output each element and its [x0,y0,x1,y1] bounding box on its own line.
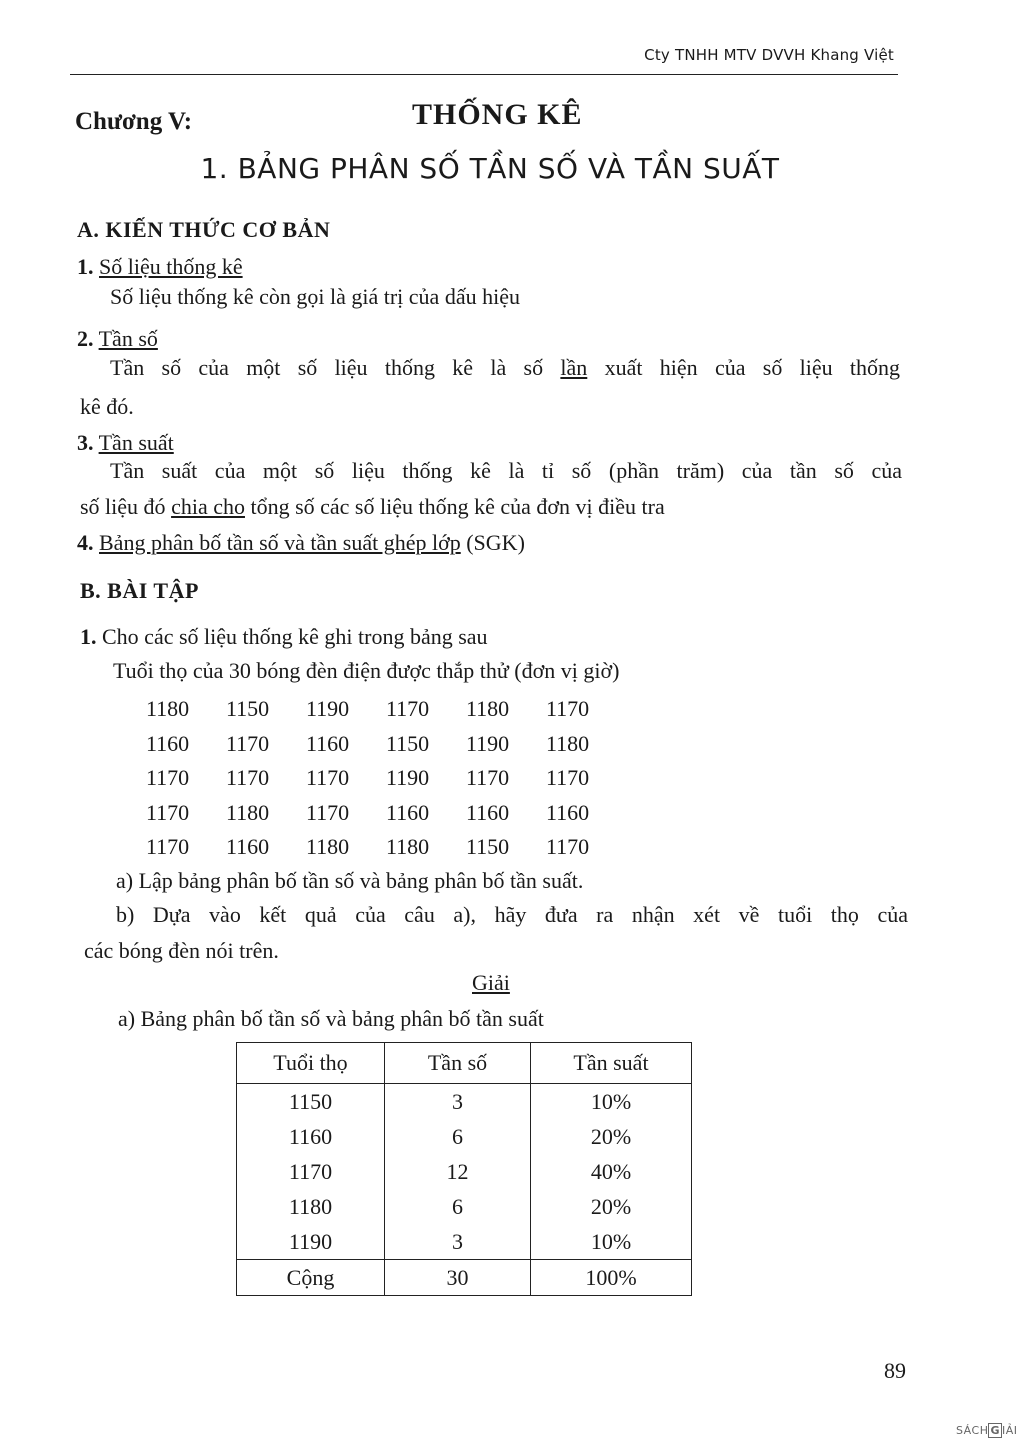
table-row [237,1224,692,1260]
section-b-heading: B. BÀI TẬP [80,578,199,603]
cell-relative-frequency: 10% [531,1084,692,1120]
solution-a: a) Bảng phân bố tần số và bảng phân bố tần suất [118,1006,544,1031]
data-grid-row [146,834,626,869]
data-cell: 1170 [226,765,270,790]
data-cell: 1170 [386,696,430,721]
data-cell: 1160 [466,799,510,825]
cell-relative-frequency: 20% [531,1119,692,1154]
data-cell: 1180 [146,696,190,721]
data-cell: 1170 [546,696,590,721]
cell-relative-frequency: 40% [531,1154,692,1189]
cell-frequency: 3 [385,1084,531,1120]
logo-text-right: IẢI [1002,1424,1018,1437]
item-4-suffix: (SGK) [466,530,525,555]
header-lifespan: Tuổi thọ [237,1043,385,1084]
item-2-text-post: xuất hiện của số liệu thống [604,355,901,380]
item-1-number: 1. [77,254,94,279]
data-cell: 1170 [146,765,190,790]
data-cell: 1160 [226,834,270,859]
total-frequency: 30 [385,1260,531,1296]
item-2 [77,326,158,352]
data-cell: 1180 [226,799,270,825]
chapter-title: THỐNG KÊ [412,98,583,131]
data-cell: 1160 [546,799,590,825]
data-cell: 1170 [466,765,510,790]
cell-lifespan: 1170 [288,1158,333,1184]
data-grid-row [146,800,626,835]
cell-lifespan: 1190 [288,1228,333,1254]
data-cell: 1150 [386,730,430,756]
cell-lifespan: 1180 [288,1193,333,1219]
data-cell: 1180 [466,696,510,721]
site-logo [956,1424,1018,1437]
part-b-line2: các bóng đèn nói trên. [84,938,279,963]
table-row [237,1189,692,1224]
data-cell: 1170 [546,765,590,790]
cell-frequency: 12 [385,1154,531,1189]
lesson-title: 1. BẢNG PHÂN SỐ TẦN SỐ VÀ TẦN SUẤT [200,152,780,185]
problem-line2: Tuổi thọ của 30 bóng đèn điện được thắp thử (đơn vị giờ) [113,658,620,683]
data-cell: 1160 [386,799,430,825]
item-3-text-line2 [80,494,665,520]
data-cell: 1170 [546,834,590,859]
item-3-text-line1: Tần suất của một số liệu thống kê là tỉ số (phần trăm) của tần số của [110,458,902,483]
data-grid-row [146,731,626,766]
data-cell: 1180 [546,730,590,756]
cell-lifespan: 1160 [288,1123,333,1149]
cell-frequency: 6 [385,1119,531,1154]
table-row [237,1084,692,1120]
item-1-text: Số liệu thống kê còn gọi là giá trị của dấu hiệu [110,284,520,309]
frequency-table [236,1042,692,1296]
table-row [237,1119,692,1154]
item-2-title: Tần số [98,326,158,351]
item-3-number: 3. [77,430,94,455]
total-label: Cộng [237,1260,385,1296]
data-grid [146,696,626,869]
data-cell: 1170 [146,834,190,859]
solution-label: Giải [472,970,510,995]
section-a-heading: A. KIẾN THỨC CƠ BẢN [77,217,331,242]
item-4 [77,530,525,556]
table-header-row [237,1043,692,1084]
item-2-text-line1 [110,355,900,381]
problem-number: 1. [80,624,97,649]
item-1 [77,254,243,280]
cell-lifespan: 1150 [288,1088,333,1114]
total-relative-frequency: 100% [531,1260,692,1296]
publisher-header: Cty TNHH MTV DVVH Khang Việt [644,46,894,64]
cell-frequency: 3 [385,1224,531,1260]
item-2-text-underlined: lần [560,355,588,380]
part-b-line1: b) Dựa vào kết quả của câu a), hãy đưa ra nhận xét về tuổi thọ của [116,902,908,927]
page-number: 89 [884,1358,906,1383]
item-2-text-line2: kê đó. [80,394,134,419]
header-frequency: Tần số [385,1043,531,1084]
item-3-text-pre: số liệu đó [80,494,166,519]
cell-frequency: 6 [385,1189,531,1224]
item-3-text-post: tổng số các số liệu thống kê của đơn vị điều tra [250,494,665,519]
item-3 [77,430,174,456]
item-3-text-underlined: chia cho [171,494,245,519]
problem-intro: Cho các số liệu thống kê ghi trong bảng sau [102,624,488,649]
data-cell: 1170 [226,730,270,756]
data-cell: 1170 [306,765,350,790]
part-a: a) Lập bảng phân bố tần số và bảng phân bố tần suất. [116,868,584,893]
item-1-title: Số liệu thống kê [99,254,243,279]
logo-box: G [990,1424,1001,1437]
cell-relative-frequency: 10% [531,1224,692,1260]
data-cell: 1170 [306,799,350,825]
table-row [237,1154,692,1189]
problem-line1 [80,624,488,650]
data-cell: 1170 [146,799,190,825]
data-cell: 1190 [466,730,510,756]
chapter-label: Chương V: [75,108,193,135]
data-cell: 1190 [306,696,350,721]
table-total-row [237,1260,692,1296]
item-2-text-pre: Tần số của một số liệu thống kê là số [110,355,544,380]
logo-text-left: SÁCH [956,1424,989,1437]
item-4-title: Bảng phân bố tần số và tần suất ghép lớp [99,530,461,555]
item-4-number: 4. [77,530,94,555]
header-divider [70,74,898,75]
cell-relative-frequency: 20% [531,1189,692,1224]
header-relative-frequency: Tần suất [531,1043,692,1084]
data-cell: 1190 [386,765,430,790]
data-cell: 1180 [386,834,430,859]
data-cell: 1150 [466,834,510,859]
data-grid-row [146,765,626,800]
data-cell: 1160 [146,730,190,756]
data-cell: 1160 [306,730,350,756]
item-3-title: Tần suất [98,430,174,455]
data-cell: 1150 [226,696,270,721]
item-2-number: 2. [77,326,94,351]
data-grid-row [146,696,626,731]
data-cell: 1180 [306,834,350,859]
